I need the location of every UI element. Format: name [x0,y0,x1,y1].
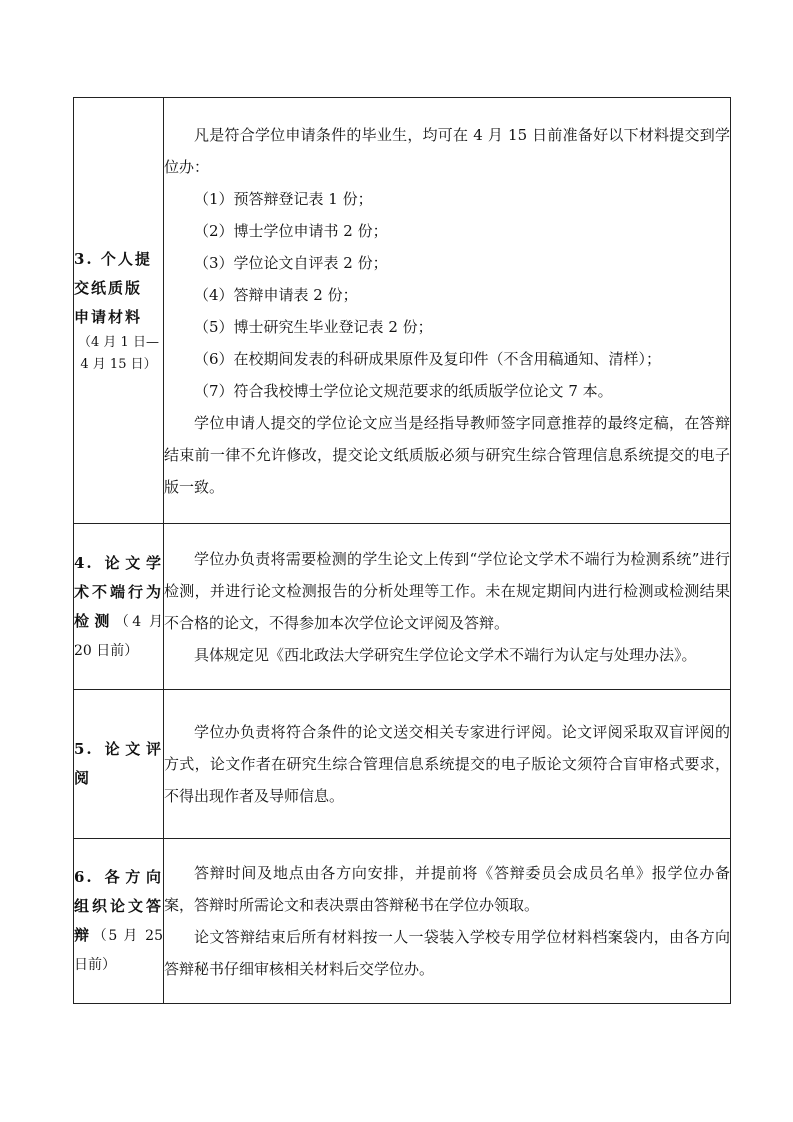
section-3-heading-cell [74,98,164,524]
section-6-content-cell [164,839,731,1004]
list-item: （3）学位论文自评表 2 份； [194,253,388,272]
section-6-paragraph-1: 答辩时间及地点由各方向安排，并提前将《答辩委员会成员名单》报学位办备案，答辩时所需论文和表决票由答辩秘书在学位办领取。 [164,864,730,914]
section-5-title: 5. 论文评阅 [74,740,163,787]
section-3-title-line-2: 交纸质版 [74,279,143,297]
list-item: （4）答辩申请表 2 份； [194,285,358,304]
list-item: （5）博士研究生毕业登记表 2 份； [194,317,433,336]
table-row [74,690,731,839]
section-4-content-cell [164,524,731,690]
section-5-paragraph-1: 学位办负责将符合条件的论文送交相关专家进行评阅。论文评阅采取双盲评阅的方式，论文作者在研究生综合管理信息系统提交的电子版论文须符合盲审格式要求，不得出现作者及导师信息。 [164,723,730,805]
procedure-table [73,97,731,1004]
section-4-paragraph-1: 学位办负责将需要检测的学生论文上传到“学位论文学术不端行为检测系统”进行检测，并进行论文检测报告的分析处理等工作。未在规定期间内进行检测或检测结果不合格的论文，不得参加本次学位论文评阅及答辩。 [164,549,730,632]
section-3-closing: 学位申请人提交的学位论文应当是经指导教师签字同意推荐的最终定稿，在答辩结束前一律不允许修改，提交论文纸质版必须与研究生综合管理信息系统提交的电子版一致。 [164,413,730,496]
section-4-date: （4 月 20 日前） [74,613,163,659]
section-6-title: 6. 各方向组织论文答辩 [74,868,163,944]
section-3-intro: 凡是符合学位申请条件的毕业生，均可在 4 月 15 日前准备好以下材料提交到学位办： [164,125,730,176]
section-3-title-line-1: 3. 个人提 [74,250,152,268]
section-4-heading-cell [74,524,164,690]
section-3-date-line-2: 4 月 15 日） [80,357,157,372]
section-5-content-cell [164,690,731,839]
list-item: （2）博士学位申请书 2 份； [194,221,388,240]
section-4-paragraph-2: 具体规定见《西北政法大学研究生学位论文学术不端行为认定与处理办法》。 [194,645,697,664]
section-3-content-cell [164,98,731,524]
section-3-title [74,245,163,332]
section-3-title-line-3: 申请材料 [74,308,143,326]
section-6-date: （5 月 25 日前） [74,928,163,973]
list-item: （1）预答辩登记表 1 份； [194,189,373,208]
table-row [74,839,731,1004]
list-item: （6）在校期间发表的科研成果原件及复印件（不含用稿通知、清样）； [194,349,662,368]
section-6-heading-cell [74,839,164,1004]
section-6-paragraph-2: 论文答辩结束后所有材料按一人一袋装入学校专用学位材料档案袋内，由各方向答辩秘书仔细审核相关材料后交学位办。 [164,928,730,978]
table-row [74,524,731,690]
section-3-date-line-1: （4 月 1 日— [78,335,159,350]
list-item: （7）符合我校博士学位论文规范要求的纸质版学位论文 7 本。 [194,381,613,400]
table-row [74,98,731,524]
section-4-title: 4. 论文学术不端行为检测 [74,553,163,630]
section-5-heading-cell [74,690,164,839]
